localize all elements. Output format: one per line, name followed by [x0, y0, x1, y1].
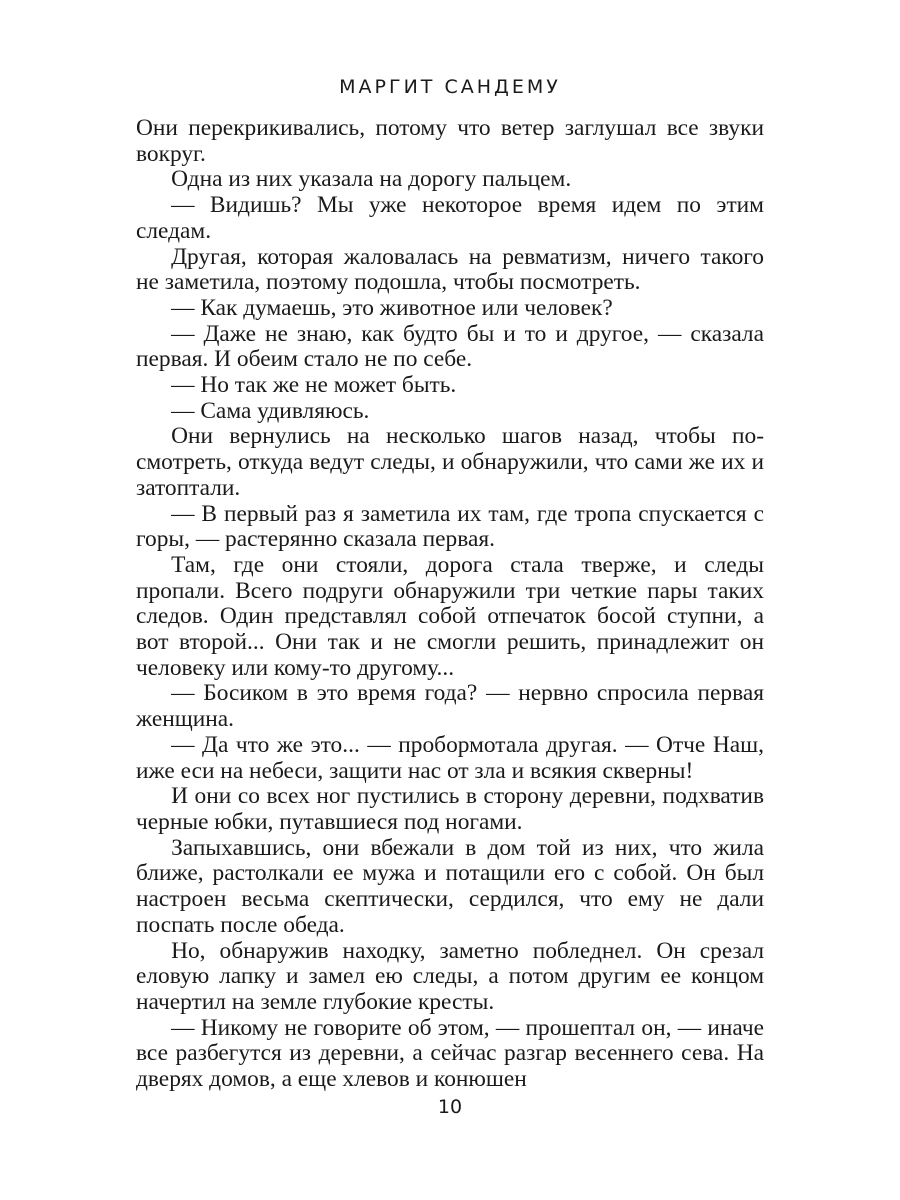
- paragraph: Запыхавшись, они вбежали в дом той из них, что жила ближе, растолкали ее мужа и потащили его с собой. Он был настроен весьма скептически, сердился, что ему не дали поспать после обеда.: [136, 834, 764, 938]
- paragraph: Они перекрикивались, потому что ветер заглушал все звуки вокруг.: [136, 115, 764, 167]
- paragraph: — Но так же не может быть.: [171, 372, 457, 399]
- paragraph: Другая, которая жаловалась на ревматизм, ничего такого не заметила, поэтому подошла, чтобы посмотреть.: [136, 243, 764, 296]
- paragraph: — Как думаешь, это животное или человек?: [171, 294, 613, 321]
- paragraph: — В первый раз я заметила их там, где тропа спускается с горы, — растерянно сказала первая.: [136, 500, 764, 553]
- running-head: МАРГИТ САНДЕМУ: [339, 76, 561, 98]
- paragraph: — Сама удивляюсь.: [171, 397, 370, 424]
- paragraph: — Босиком в это время года? — нервно спросила первая женщина.: [136, 680, 764, 733]
- paragraph: Но, обнаружив находку, заметно побледнел. Он срезал еловую лапку и замел ею следы, а потом другим ее концом начертил на земле глубокие кресты.: [136, 937, 764, 1015]
- paragraph: И они со всех ног пустились в сторону деревни, подхватив черные юбки, путавшиеся под ногами.: [136, 783, 764, 835]
- paragraph: Они вернулись на несколько шагов назад, чтобы посмотреть, откуда ведут следы, и обнаружили, что сами же их и затоптали.: [136, 423, 764, 501]
- paragraph: Одна из них указала на дорогу пальцем.: [171, 166, 572, 193]
- paragraph: — Да что же это... — пробормотала другая. — Отче Наш, иже еси на небеси, защити нас от зла и всякия скверны!: [136, 731, 764, 784]
- text-block: [136, 116, 764, 1093]
- paragraph: — Видишь? Мы уже некоторое время идем по этим следам.: [136, 192, 764, 244]
- paragraph: — Никому не говорите об этом, — прошептал он, — иначе все разбегутся из деревни, а сейчас разгар весеннего сева. На дверях домов, а еще хлевов и конюшен: [136, 1014, 764, 1093]
- paragraph: — Даже не знаю, как будто бы и то и другое, — сказала первая. И обеим стало не по себе.: [136, 320, 764, 373]
- page-number: 10: [437, 1096, 463, 1118]
- paragraph: Там, где они стояли, дорога стала тверже, и следы пропали. Всего подруги обнаружили три четкие пары таких следов. Один представлял собой отпечаток босой ступни, а вот второй... Они так и не смогли решить, принадлежит он человеку или кому-то другому...: [136, 551, 764, 681]
